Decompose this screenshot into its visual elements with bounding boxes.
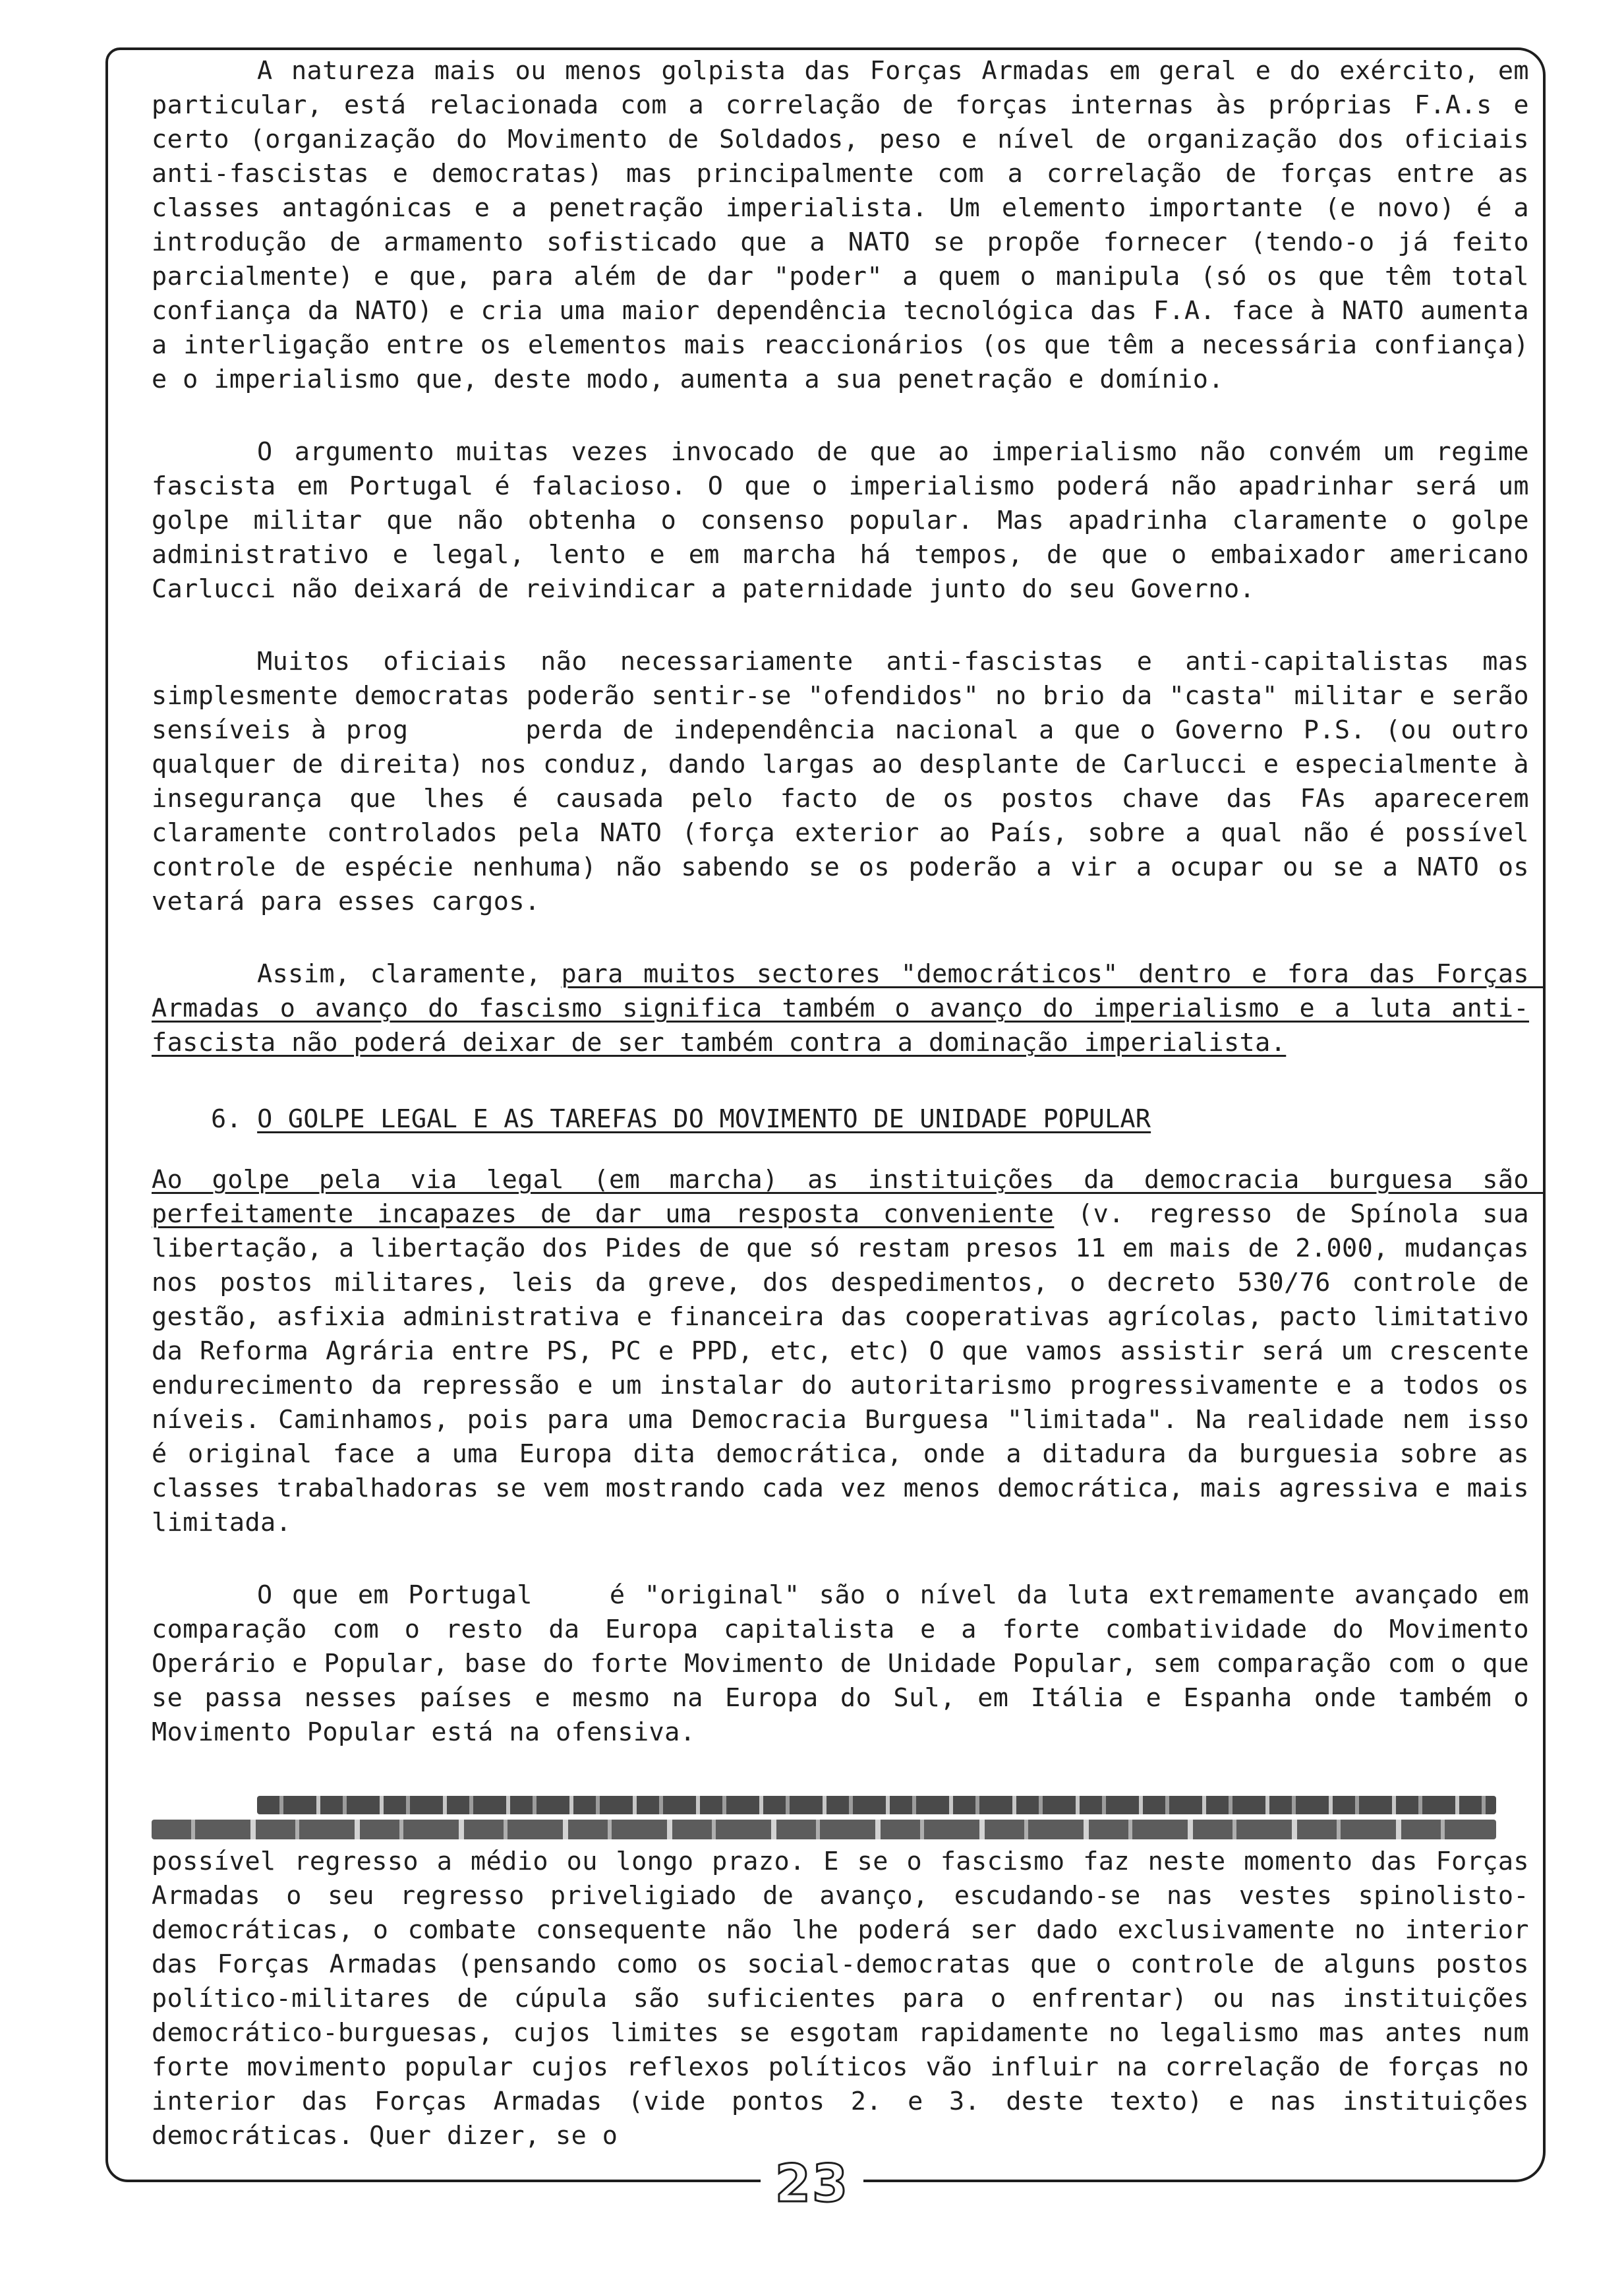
paragraph-8: possível regresso a médio ou longo prazo. E se o fascismo faz neste momento das Forças Armadas o seu regresso priveligiado de avanço, escudando-se nas vestes spinolisto-democráticas, o combate consequente não lhe poderá ser dado exclusivamente no interior das Forças Armadas (pensando como os social-democratas que o controle de alguns postos político-militares de cúpula são suficientes para o enfrentar) ou nas instituições democrático-burguesas, cujos limites se esgotam rapidamente no legalismo mas antes num forte movimento popular cujos reflexos políticos vão influir na correlação de forças no interior das Forças Armadas (vide pontos 2. e 3. deste texto) e nas instituições democráticas. Quer dizer, se o bbox=[152, 1847, 1545, 2151]
paragraph-3: Muitos oficiais não necessariamente anti-fascistas e anti-capitalistas mas simplesmente democratas poderão sentir-se "ofendidos" no brio da "casta" militar e serão sensíveis à prog perda de independência nacional a que o Governo P.S. (ou outro qualquer de direita) nos conduz, dando largas ao desplante de Carlucci e especialmente à insegurança que lhes é causada pelo facto de os postos chave das FAs aparecerem claramente controlados pela NATO (força exterior ao País, sobre a qual não é possível controle de espécie nenhuma) não sabendo se os poderão a vir a ocupar ou se a NATO os vetará para esses cargos. bbox=[152, 647, 1545, 916]
page-number bbox=[0, 2155, 1624, 2214]
illegible-line-2 bbox=[152, 1820, 1496, 1839]
paragraph-1: A natureza mais ou menos golpista das Forças Armadas em geral e do exército, em particular, está relacionada com a correlação de forças internas às próprias F.A.s e certo (organização do Movimento de Soldados, peso e nível de organização dos oficiais anti-fascistas e democratas) mas principalmente com a correlação de forças entre as classes antagónicas e a penetração imperialista. Um elemento importante (e novo) é a introdução de armamento sofisticado que a NATO se propõe fornecer (tendo-o já feito parcialmente) e que, para além de dar "poder" a quem o manipula (só os que têm total confiança da NATO) e cria uma maior dependência tecnológica das F.A. face à NATO aumenta a interligação entre os elementos mais reaccionários (os que têm a necessária confiança) e o imperialismo que, deste modo, aumenta a sua penetração e domínio. bbox=[152, 56, 1545, 394]
paragraph-6-rest: (v. regresso de Spínola sua libertação, a libertação dos Pides de que só restam presos 11 em mais de 2.000, mudanças nos postos militares, leis da greve, dos despedimentos, o decreto 530/76 controle de gestão, asfixia administrativa e financeira das cooperativas agrícolas, pacto limitativo da Reforma Agrária entre PS, PC e PPD, etc, etc) O que vamos assistir será um crescente endurecimento da repressão e um instalar do autoritarismo progressivamente e a todos os níveis. Caminhamos, pois para uma Democracia Burguesa "limitada". Na realidade nem isso é original face a uma Europa dita democrática, onde a ditadura da burguesia sobre as classes trabalhadoras se vem mostrando cada vez menos democrática, mais agressiva e mais limitada. bbox=[152, 1199, 1545, 1537]
section-number: 6. bbox=[211, 1104, 258, 1134]
paragraph-4-lead: Assim, claramente, bbox=[257, 959, 562, 989]
illegible-text-block bbox=[152, 1793, 1529, 1845]
illegible-line-1 bbox=[257, 1796, 1496, 1814]
paragraph-6-underlined: Ao golpe pela via legal (em marcha) as instituições da democracia burguesa são perfeitamente incapazes de dar uma resposta conveniente bbox=[152, 1165, 1545, 1229]
section-title: O GOLPE LEGAL E AS TAREFAS DO MOVIMENTO DE UNIDADE POPULAR bbox=[257, 1104, 1151, 1134]
paragraph-4 bbox=[152, 957, 1545, 1060]
paragraph-4-underlined: para muitos sectores "democráticos" dentro e fora das Forças Armadas o avanço do fascismo significa também o avanço do imperialismo e a luta anti-fascista não poderá deixar de ser também contra a dominação imperialista. bbox=[152, 959, 1545, 1057]
page-number-text: 23 bbox=[761, 2155, 864, 2214]
paragraph-6 bbox=[152, 1163, 1545, 1540]
section-heading bbox=[152, 1102, 1529, 1137]
paragraph-2: O argumento muitas vezes invocado de que ao imperialismo não convém um regime fascista em Portugal é falacioso. O que o imperialismo poderá não apadrinhar será um golpe militar que não obtenha o consenso popular. Mas apadrinha claramente o golpe administrativo e legal, lento e em marcha há tempos, de que o embaixador americano Carlucci não deixará de reivindicar a paternidade junto do seu Governo. bbox=[152, 437, 1545, 604]
document-body bbox=[152, 54, 1545, 2153]
paragraph-7: O que em Portugal é "original" são o nível da luta extremamente avançado em comparação com o resto da Europa capitalista e a forte combatividade do Movimento Operário e Popular, base do forte Movimento de Unidade Popular, sem comparação com o que se passa nesses países e mesmo na Europa do Sul, em Itália e Espanha onde também o Movimento Popular está na ofensiva. bbox=[152, 1580, 1545, 1747]
